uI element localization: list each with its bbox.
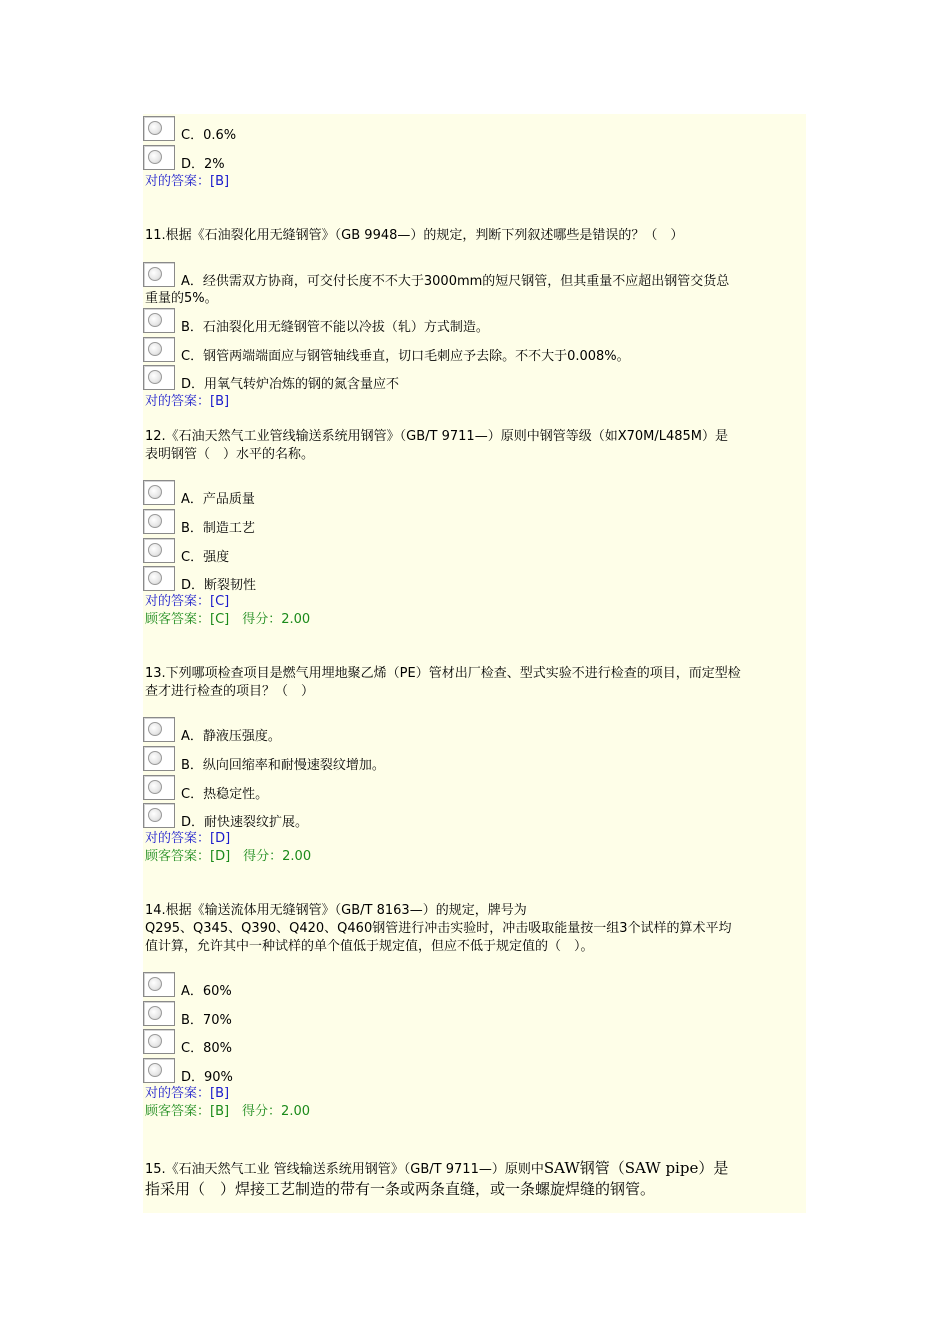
radio-button[interactable] [143,145,175,170]
option-label: D．90% [181,1070,233,1085]
option-label: A．产品质量 [181,492,255,507]
question-stem-line1: 14.根据《输送流体用无缝钢管》（GB/T 8163—）的规定，牌号为 [145,903,527,918]
option-q14-a[interactable] [143,972,783,999]
radio-circle-icon [148,808,162,822]
radio-circle-icon [148,313,162,327]
question-stem-line2: 表明钢管（ ）水平的名称。 [145,447,315,462]
option-q14-c[interactable] [143,1029,783,1056]
radio-button[interactable] [143,746,175,771]
radio-button[interactable] [143,717,175,742]
correct-answer: 对的答案：[B] [145,394,230,409]
option-label: B．石油裂化用无缝钢管不能以冷拔（轧）方式制造。 [181,320,489,335]
question-stem-part-a: 15.《石油天然气工业 管线输送系统用钢管》（GB/T 9711—）原则中 [145,1162,544,1177]
option-label: C．80% [181,1041,232,1056]
radio-button[interactable] [143,803,175,828]
question-stem-line3: 值计算，允许其中一种试样的单个值低于规定值，但应不低于规定值的（ ）。 [145,939,594,954]
option-label: A．静液压强度。 [181,729,281,744]
option-q12-d[interactable] [143,566,783,593]
option-q12-a[interactable] [143,480,783,507]
question-stem: 11.根据《石油裂化用无缝钢管》（GB 9948—）的规定，判断下列叙述哪些是错误的？（ ） [145,228,684,243]
option-label: B．纵向回缩率和耐慢速裂纹增加。 [181,758,385,773]
option-label: A．60% [181,984,232,999]
option-label-continued: 重量的5%。 [145,291,218,306]
radio-button[interactable] [143,538,175,563]
question-stem-line2: Q295、Q345、Q390、Q420、Q460钢管进行冲击实验时，冲击吸取能量按一组3个试样的算术平均 [145,921,732,936]
radio-button[interactable] [143,1001,175,1026]
radio-circle-icon [148,485,162,499]
option-q13-c[interactable] [143,775,783,802]
correct-answer: 对的答案：[B] [145,174,230,189]
option-q14-b[interactable] [143,1001,783,1028]
option-q12-b[interactable] [143,509,783,536]
option-label: C．钢管两端端面应与钢管轴线垂直，切口毛刺应予去除。不不大于0.008%。 [181,349,630,364]
radio-button[interactable] [143,1029,175,1054]
radio-circle-icon [148,121,162,135]
radio-button[interactable] [143,775,175,800]
radio-button[interactable] [143,509,175,534]
radio-circle-icon [148,267,162,281]
radio-circle-icon [148,543,162,557]
option-q11-d[interactable] [143,365,783,392]
option-label: A．经供需双方协商，可交付长度不不大于3000mm的短尺钢管，但其重量不应超出钢管交货总 [181,274,730,289]
radio-button[interactable] [143,1058,175,1083]
option-q13-d[interactable] [143,803,783,830]
option-label: C．热稳定性。 [181,787,269,802]
option-q11-c[interactable] [143,337,783,364]
option-q14-d[interactable] [143,1058,783,1085]
option-label: B．制造工艺 [181,521,255,536]
option-q10-c[interactable] [143,116,783,143]
question-stem-line1: 12.《石油天然气工业管线输送系统用钢管》（GB/T 9711—）原则中钢管等级（如X70M/L485M）是 [145,429,729,444]
radio-circle-icon [148,370,162,384]
radio-circle-icon [148,1034,162,1048]
option-q13-b[interactable] [143,746,783,773]
customer-answer: 顾客答案：[B] 得分：2.00 [145,1104,311,1119]
option-label: D．断裂韧性 [181,578,257,593]
option-q13-a[interactable] [143,717,783,744]
option-q11-b[interactable] [143,308,783,335]
radio-circle-icon [148,1006,162,1020]
radio-circle-icon [148,780,162,794]
radio-circle-icon [148,571,162,585]
option-label: D．用氧气转炉冶炼的钢的氮含量应不 [181,377,400,392]
radio-circle-icon [148,722,162,736]
radio-circle-icon [148,150,162,164]
option-label: B．70% [181,1013,232,1028]
option-label: D．耐快速裂纹扩展。 [181,815,309,830]
radio-circle-icon [148,1063,162,1077]
option-q11-a[interactable] [143,262,783,289]
correct-answer: 对的答案：[B] [145,1086,230,1101]
question-stem-line1 [145,1158,728,1180]
radio-button[interactable] [143,116,175,141]
radio-button[interactable] [143,308,175,333]
radio-button[interactable] [143,337,175,362]
correct-answer: 对的答案：[D] [145,831,231,846]
radio-button[interactable] [143,480,175,505]
customer-answer: 顾客答案：[C] 得分：2.00 [145,612,311,627]
radio-circle-icon [148,342,162,356]
radio-button[interactable] [143,365,175,390]
correct-answer: 对的答案：[C] [145,594,230,609]
question-stem-line1: 13.下列哪项检查项目是燃气用埋地聚乙烯（PE）管材出厂检查、型式实验不进行检查的项目，而定型检 [145,666,741,681]
radio-button[interactable] [143,566,175,591]
radio-circle-icon [148,751,162,765]
question-stem-line2: 查才进行检查的项目？（ ） [145,684,315,699]
radio-circle-icon [148,514,162,528]
option-q10-d[interactable] [143,145,783,172]
radio-circle-icon [148,977,162,991]
option-label: C．0.6% [181,128,237,143]
customer-answer: 顾客答案：[D] 得分：2.00 [145,849,312,864]
option-q12-c[interactable] [143,538,783,565]
option-label: D．2% [181,157,225,172]
radio-button[interactable] [143,972,175,997]
question-stem-part-b: SAW钢管（SAW pipe）是 [543,1159,729,1177]
question-stem-line2: 指采用（ ）焊接工艺制造的带有一条或两条直缝，或一条螺旋焊缝的钢管。 [145,1180,656,1198]
option-label: C．强度 [181,550,230,565]
radio-button[interactable] [143,262,175,287]
